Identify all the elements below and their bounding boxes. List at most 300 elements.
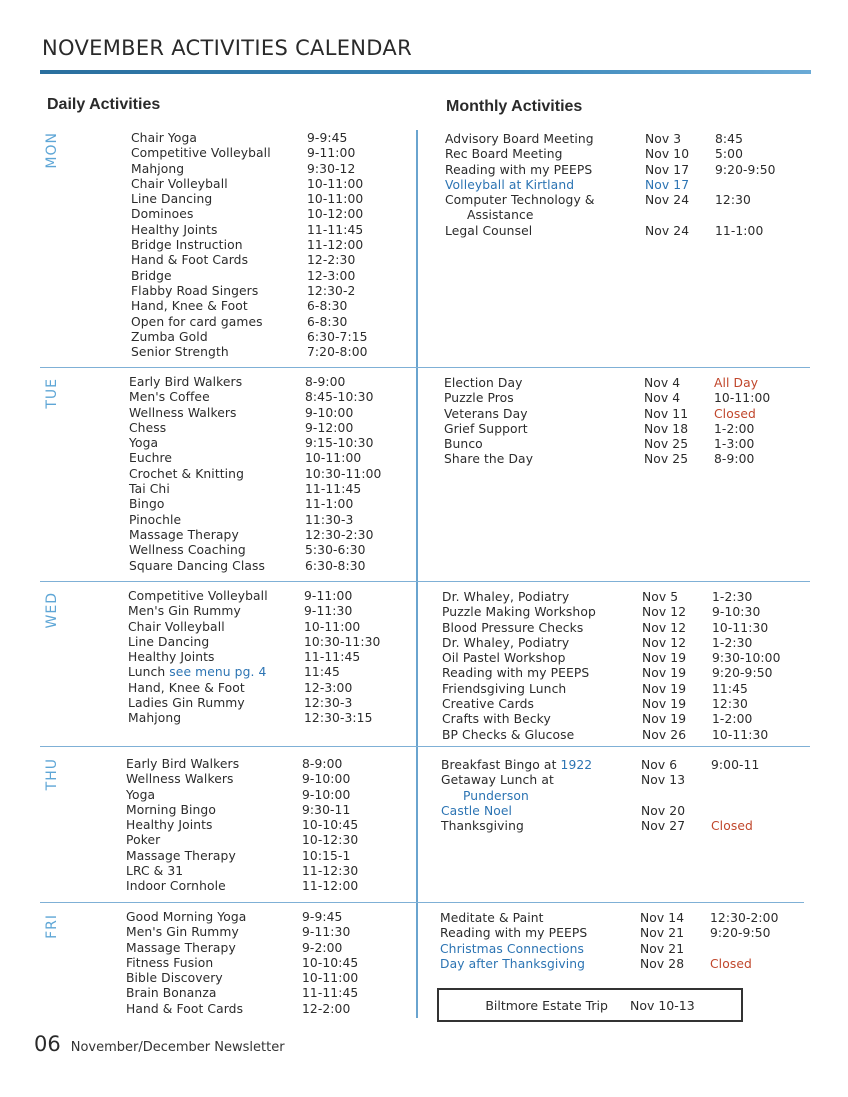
event-date: Nov 11 (644, 406, 689, 421)
activity-name (131, 223, 307, 238)
event-time: 1-3:00 (714, 437, 755, 452)
activity-name-text: Competitive Volleyball (131, 146, 271, 161)
activity-name-text: Crochet & Knitting (129, 466, 244, 481)
event-date: Nov 17 (645, 162, 690, 177)
monthly-event-row (444, 407, 804, 422)
event-name (441, 804, 641, 819)
activity-name (129, 451, 305, 466)
activity-time: 11-11:45 (305, 482, 362, 497)
event-time: 8-9:00 (714, 452, 755, 467)
event-name-text[interactable]: Punderson (463, 788, 529, 803)
daily-activity-row (128, 681, 394, 696)
activity-name-text: Mahjong (128, 711, 182, 726)
day-label: FRI (44, 914, 60, 939)
event-time: 12:30 (712, 697, 748, 712)
event-name-text: Computer Technology & (445, 193, 595, 208)
menu-link[interactable]: see menu pg. 4 (169, 665, 267, 680)
monthly-event-row (444, 422, 804, 437)
event-name (442, 605, 642, 620)
daily-activity-row (126, 986, 392, 1001)
activity-name (126, 941, 302, 956)
activity-time: 8-9:00 (302, 757, 343, 771)
event-name (440, 926, 640, 941)
activity-name-text: Hand, Knee & Foot (131, 299, 248, 314)
event-time: 1-2:00 (712, 712, 753, 727)
monthly-activities-heading: Monthly Activities (446, 98, 583, 115)
monthly-event-row (440, 926, 800, 941)
event-date: Nov 19 (642, 666, 687, 681)
event-time: 1-2:00 (714, 421, 755, 436)
daily-activity-row (126, 910, 392, 925)
event-name (444, 407, 644, 422)
event-name (442, 697, 642, 712)
activity-name (126, 956, 302, 971)
monthly-event-row (442, 651, 802, 666)
event-time: 12:30 (715, 193, 751, 208)
event-time (737, 208, 827, 223)
daily-activity-row (128, 589, 394, 604)
event-time: 10-11:00 (714, 391, 771, 406)
activity-name (129, 421, 305, 436)
activity-name (128, 681, 304, 696)
trip-name: Biltmore Estate Trip (485, 997, 608, 1013)
event-name-text: Breakfast Bingo at (441, 758, 557, 772)
event-name-text[interactable]: Castle Noel (441, 803, 513, 818)
event-name (445, 132, 645, 147)
activity-time: 6-8:30 (307, 299, 348, 314)
activity-time: 10-12:30 (302, 833, 359, 848)
event-time (715, 178, 805, 193)
event-name-text: Assistance (467, 208, 534, 223)
activity-name (128, 604, 304, 619)
activity-name-text: Square Dancing Class (129, 558, 266, 573)
daily-activity-row (131, 207, 397, 222)
event-name-text: Bunco (444, 437, 483, 452)
activity-name-text: Lunch (128, 665, 166, 680)
activity-time: 9-9:45 (307, 131, 348, 145)
activity-name-text: Chair Volleyball (131, 176, 228, 191)
event-name-text: Getaway Lunch at (441, 773, 554, 788)
monthly-event-row (442, 590, 802, 605)
event-time: 11:45 (712, 681, 748, 696)
activity-name-text: Line Dancing (128, 634, 210, 649)
event-time: 9:20-9:50 (710, 926, 771, 941)
activity-time: 6:30-8:30 (305, 558, 366, 573)
daily-activity-row (126, 772, 392, 787)
event-name-text: Friendsgiving Lunch (442, 681, 567, 696)
event-time: 1-2:30 (712, 635, 753, 650)
activity-time: 11-12:00 (307, 238, 364, 253)
daily-activity-row (126, 879, 392, 894)
event-name-text: Grief Support (444, 421, 528, 436)
monthly-activities-list (445, 132, 827, 239)
event-date: Nov 4 (644, 376, 681, 390)
activity-name (131, 330, 307, 345)
activity-time: 12-3:00 (307, 268, 356, 283)
event-date: Nov 12 (642, 605, 687, 620)
monthly-event-row (444, 437, 804, 452)
event-time: 8:45 (715, 132, 744, 146)
event-name (441, 758, 641, 773)
monthly-event-row (441, 789, 823, 804)
activity-time: 9-11:30 (304, 604, 353, 619)
event-name (445, 224, 645, 239)
activity-name (126, 986, 302, 1001)
activity-time: 10-11:00 (307, 176, 364, 191)
activity-name (126, 788, 302, 803)
activity-name-text: Massage Therapy (126, 940, 236, 955)
activity-name (126, 818, 302, 833)
daily-activities-list (126, 757, 392, 895)
activity-time: 9-11:00 (304, 589, 353, 603)
activity-name-text: Indoor Cornhole (126, 879, 226, 894)
activity-time: 10-10:45 (302, 818, 359, 833)
activity-name-text: Mahjong (131, 161, 185, 176)
event-time (710, 942, 800, 957)
daily-activity-row (129, 421, 395, 436)
event-name (442, 666, 642, 681)
activity-name (131, 284, 307, 299)
activity-time: 9-9:45 (302, 910, 343, 924)
event-name (445, 163, 645, 178)
daily-activity-row (131, 238, 397, 253)
activity-time: 11-11:45 (302, 986, 359, 1001)
event-name-text: Reading with my PEEPS (445, 162, 593, 177)
activity-name (131, 162, 307, 177)
daily-activities-list (131, 131, 397, 360)
activity-name-text: Hand, Knee & Foot (128, 680, 245, 695)
event-date: Nov 27 (641, 819, 686, 834)
daily-activity-row (128, 650, 394, 665)
event-name (445, 193, 645, 208)
newsletter-name: November/December Newsletter (70, 1040, 285, 1055)
activity-name-text: Healthy Joints (128, 650, 215, 665)
event-name (444, 422, 644, 437)
event-name (445, 178, 645, 193)
event-time: All Day (714, 376, 759, 390)
section-divider (40, 746, 810, 747)
monthly-event-row (444, 391, 804, 406)
event-date: Nov 12 (642, 620, 687, 635)
event-name-text: Dr. Whaley, Podiatry (442, 590, 570, 604)
event-date (667, 208, 737, 223)
event-name-text: Oil Pastel Workshop (442, 651, 566, 666)
activity-name-text: Zumba Gold (131, 329, 208, 344)
event-date: Nov 18 (644, 421, 689, 436)
day-label: THU (44, 758, 60, 791)
event-name-text: Blood Pressure Checks (442, 620, 584, 635)
activity-time: 10-11:00 (302, 971, 359, 986)
activity-time: 9-11:30 (302, 925, 351, 940)
activity-name-text: Bridge Instruction (131, 238, 243, 253)
activity-name (126, 971, 302, 986)
event-date: Nov 20 (641, 803, 686, 818)
activity-time: 10-11:00 (307, 192, 364, 207)
day-label: TUE (44, 378, 60, 409)
activity-name (129, 467, 305, 482)
daily-activity-row (126, 757, 392, 772)
activity-time: 5:30-6:30 (305, 543, 366, 558)
activity-name (131, 177, 307, 192)
daily-activity-row (126, 788, 392, 803)
section-divider (40, 367, 810, 368)
event-date (663, 789, 733, 804)
activity-time: 8:45-10:30 (305, 390, 374, 405)
event-name-text: Veterans Day (444, 406, 528, 421)
activity-name (129, 497, 305, 512)
daily-activity-row (128, 696, 394, 711)
event-name-text: Dr. Whaley, Podiatry (442, 635, 570, 650)
activity-name-text: Early Bird Walkers (126, 757, 240, 771)
activity-name-text: Good Morning Yoga (126, 910, 247, 924)
activity-name (128, 635, 304, 650)
page-title: NOVEMBER ACTIVITIES CALENDAR (42, 36, 412, 60)
daily-activity-row (131, 345, 397, 360)
section-divider (40, 902, 804, 903)
event-time: 9:20-9:50 (712, 666, 773, 681)
monthly-event-row (444, 376, 804, 391)
event-name-text: Advisory Board Meeting (445, 132, 594, 146)
activity-name-text: Tai Chi (129, 482, 170, 497)
activity-name-text: Bible Discovery (126, 971, 223, 986)
monthly-activities-list (440, 911, 800, 972)
day-label: WED (44, 592, 60, 629)
monthly-event-row (445, 132, 827, 147)
monthly-activities-list (444, 376, 804, 468)
activity-name-text: Men's Gin Rummy (126, 925, 239, 940)
daily-activities-heading: Daily Activities (47, 96, 161, 113)
activity-time: 9:15-10:30 (305, 436, 374, 451)
monthly-event-row (442, 621, 802, 636)
activity-time: 11-12:00 (302, 879, 359, 894)
event-time: 9-10:30 (712, 605, 761, 620)
activity-name (128, 696, 304, 711)
event-time (711, 804, 801, 819)
event-date: Nov 12 (642, 635, 687, 650)
daily-activity-row (126, 941, 392, 956)
activity-name (126, 910, 302, 925)
activity-time: 9-11:00 (307, 146, 356, 161)
activity-name-text: Poker (126, 833, 161, 848)
activity-time: 10-10:45 (302, 955, 359, 970)
daily-activity-row (131, 269, 397, 284)
activity-time: 10:30-11:30 (304, 634, 381, 649)
activity-name (129, 543, 305, 558)
event-time: 11-1:00 (715, 223, 764, 238)
activity-time: 12-2:30 (307, 253, 356, 268)
daily-activity-row (126, 818, 392, 833)
event-date: Nov 24 (645, 223, 690, 238)
activity-name-text: Chair Yoga (131, 131, 198, 145)
activity-name (128, 650, 304, 665)
activity-name-text: Competitive Volleyball (128, 589, 268, 603)
activity-name (129, 528, 305, 543)
daily-activity-row (131, 223, 397, 238)
monthly-event-row (441, 758, 823, 773)
event-date: Nov 26 (642, 727, 687, 742)
event-date: Nov 4 (644, 391, 681, 406)
page-number: 06 (34, 1032, 61, 1056)
daily-activity-row (129, 467, 395, 482)
activity-time: 11-1:00 (305, 497, 354, 512)
activity-name (131, 238, 307, 253)
event-date: Nov 21 (640, 941, 685, 956)
activity-name (126, 757, 302, 772)
daily-activity-row (126, 803, 392, 818)
daily-activity-row (128, 604, 394, 619)
event-date: Nov 3 (645, 132, 682, 146)
event-name (444, 437, 644, 452)
monthly-event-row (440, 942, 800, 957)
event-date: Nov 19 (642, 697, 687, 712)
trip-dates: Nov 10-13 (629, 997, 695, 1013)
monthly-event-row (441, 804, 823, 819)
venue-link[interactable]: 1922 (560, 758, 593, 772)
monthly-event-row (442, 697, 802, 712)
daily-activities-list (129, 375, 395, 574)
event-name-text[interactable]: Christmas Connections (440, 941, 584, 956)
activity-time: 9-10:00 (302, 787, 351, 802)
activity-time: 9-10:00 (302, 772, 351, 787)
activity-time: 12-3:00 (304, 680, 353, 695)
activity-time: 11-11:45 (307, 222, 364, 237)
monthly-event-row (440, 911, 800, 926)
event-name (442, 636, 642, 651)
event-date: Nov 17 (645, 177, 690, 192)
activity-time: 10-11:00 (304, 619, 361, 634)
activity-name (128, 589, 304, 604)
event-date: Nov 25 (644, 452, 689, 467)
activity-name-text: Chess (129, 420, 167, 435)
day-label: MON (44, 132, 60, 169)
activity-name (131, 192, 307, 207)
monthly-event-row (442, 728, 802, 743)
monthly-event-row (445, 193, 827, 208)
activity-name-text: Wellness Coaching (129, 543, 246, 558)
daily-activity-row (129, 543, 395, 558)
activity-name (129, 513, 305, 528)
activity-name-text: Yoga (126, 787, 156, 802)
event-name (445, 147, 645, 162)
activity-name-text: Pinochle (129, 512, 182, 527)
activity-name-text: Hand & Foot Cards (126, 1001, 244, 1016)
daily-activity-row (131, 284, 397, 299)
activity-name (131, 315, 307, 330)
activity-time: 7:20-8:00 (307, 345, 368, 360)
activity-name-text: Yoga (129, 436, 159, 451)
activity-name (129, 375, 305, 390)
event-name-text: Legal Counsel (445, 223, 533, 238)
activity-time: 9:30-12 (307, 161, 356, 176)
activity-time: 9:30-11 (302, 802, 351, 817)
event-date: Nov 14 (640, 911, 685, 925)
activity-name (131, 131, 307, 146)
daily-activity-row (131, 253, 397, 268)
monthly-event-row (445, 224, 827, 239)
event-name-text: Reading with my PEEPS (442, 666, 590, 681)
activity-name-text: Morning Bingo (126, 802, 216, 817)
event-time: Closed (714, 406, 756, 421)
event-name-text: BP Checks & Glucose (442, 727, 575, 742)
activity-name (126, 849, 302, 864)
section-divider (40, 581, 810, 582)
daily-activity-row (126, 1002, 392, 1017)
event-time: Closed (711, 819, 753, 834)
event-time: 10-11:30 (712, 727, 769, 742)
monthly-event-row (442, 712, 802, 727)
event-name-text: Thanksgiving (441, 819, 524, 834)
daily-activity-row (126, 864, 392, 879)
activity-time: 10-12:00 (307, 207, 364, 222)
event-time: 1-2:30 (712, 590, 753, 604)
event-name (445, 208, 667, 223)
activity-name-text: Flabby Road Singers (131, 283, 259, 298)
activity-name-text: Hand & Foot Cards (131, 253, 249, 268)
activity-name-text: Senior Strength (131, 345, 229, 360)
event-date: Nov 5 (642, 590, 679, 604)
daily-activity-row (128, 635, 394, 650)
event-name (441, 819, 641, 834)
activity-name (131, 269, 307, 284)
event-name (441, 789, 663, 804)
daily-activity-row (131, 131, 397, 146)
event-name-text: Creative Cards (442, 697, 535, 712)
daily-activity-row (129, 528, 395, 543)
daily-activity-row (129, 375, 395, 390)
event-date: Nov 24 (645, 193, 690, 208)
activity-name-text: Line Dancing (131, 192, 213, 207)
event-date: Nov 10 (645, 147, 690, 162)
activity-name-text: Euchre (129, 451, 173, 466)
activity-name-text: Wellness Walkers (129, 405, 237, 420)
activity-name-text: Bingo (129, 497, 165, 512)
activity-name-text: Healthy Joints (131, 222, 218, 237)
event-time: Closed (710, 956, 752, 971)
activity-name-text: Ladies Gin Rummy (128, 696, 245, 711)
monthly-event-row (441, 819, 823, 834)
activity-name (129, 436, 305, 451)
event-time: 9:30-10:00 (712, 651, 781, 666)
activity-name-text: Massage Therapy (126, 848, 236, 863)
activity-name (126, 879, 302, 894)
daily-activity-row (131, 299, 397, 314)
monthly-event-row (445, 178, 827, 193)
event-name (442, 682, 642, 697)
daily-activity-row (131, 146, 397, 161)
activity-time: 10:30-11:00 (305, 466, 382, 481)
monthly-event-row (445, 208, 827, 223)
daily-activity-row (129, 482, 395, 497)
monthly-event-row (445, 163, 827, 178)
monthly-event-row (442, 605, 802, 620)
event-time (711, 773, 801, 788)
activity-name (126, 833, 302, 848)
daily-activity-row (126, 925, 392, 940)
event-name-text: Rec Board Meeting (445, 147, 563, 162)
monthly-activities-list (441, 758, 823, 834)
daily-activity-row (129, 406, 395, 421)
daily-activity-row (129, 390, 395, 405)
daily-activities-list (128, 589, 394, 727)
event-name-text[interactable]: Volleyball at Kirtland (445, 177, 575, 192)
activity-name-text: Men's Gin Rummy (128, 604, 241, 619)
activity-name (128, 665, 304, 680)
daily-activity-row (128, 620, 394, 635)
activity-time: 8-9:00 (305, 375, 346, 389)
activity-name-text: LRC & 31 (126, 864, 184, 879)
activity-name (129, 559, 305, 574)
event-name-text[interactable]: Day after Thanksgiving (440, 956, 586, 971)
